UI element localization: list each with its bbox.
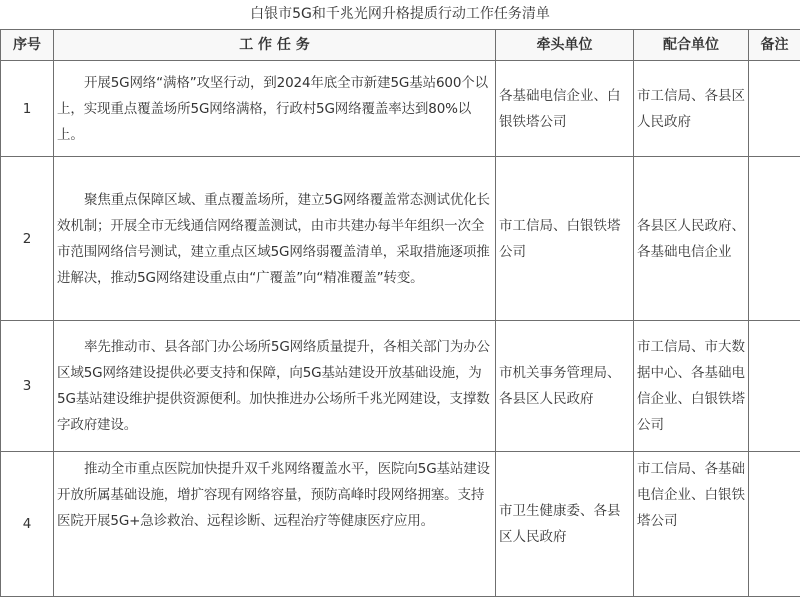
row-note	[749, 61, 800, 157]
row-lead-unit: 市机关事务管理局、各县区人民政府	[496, 321, 634, 452]
row-task: 聚焦重点保障区域、重点覆盖场所，建立5G网络覆盖常态测试优化长效机制；开展全市无线通信网络覆盖测试，由市共建办每半年组织一次全市范围网络信号测试，建立重点区域5G网络弱覆盖清单，采取措施逐项推进解决，推动5G网络建设重点由“广覆盖”向“精准覆盖”转变。	[54, 157, 496, 321]
header-coop-unit: 配合单位	[634, 30, 749, 61]
table-row	[1, 321, 800, 452]
row-coop-unit: 市工信局、各基础电信企业、白银铁塔公司	[634, 452, 749, 597]
header-note: 备注	[749, 30, 800, 61]
row-task: 率先推动市、县各部门办公场所5G网络质量提升，各相关部门为办公区域5G网络建设提供必要支持和保障，向5G基站建设开放基础设施，为5G基站建设维护提供资源便利。加快推进办公场所千兆光网建设，支撑数字政府建设。	[54, 321, 496, 452]
row-seq: 4	[1, 452, 54, 597]
row-lead-unit: 市工信局、白银铁塔公司	[496, 157, 634, 321]
row-note	[749, 452, 800, 597]
row-coop-unit: 各县区人民政府、各基础电信企业	[634, 157, 749, 321]
row-task: 开展5G网络“满格”攻坚行动，到2024年底全市新建5G基站600个以上，实现重点覆盖场所5G网络满格，行政村5G网络覆盖率达到80%以上。	[54, 61, 496, 157]
table-header-row	[1, 30, 800, 61]
row-note	[749, 157, 800, 321]
task-table	[0, 29, 800, 597]
row-seq: 1	[1, 61, 54, 157]
table-row	[1, 61, 800, 157]
row-task: 推动全市重点医院加快提升双千兆网络覆盖水平，医院向5G基站建设开放所属基础设施，增扩容现有网络容量，预防高峰时段网络拥塞。支持医院开展5G+急诊救治、远程诊断、远程治疗等健康医疗应用。	[54, 452, 496, 597]
row-coop-unit: 市工信局、市大数据中心、各基础电信企业、白银铁塔公司	[634, 321, 749, 452]
row-seq: 2	[1, 157, 54, 321]
table-row	[1, 452, 800, 597]
header-lead-unit: 牵头单位	[496, 30, 634, 61]
row-coop-unit: 市工信局、各县区人民政府	[634, 61, 749, 157]
table-row	[1, 157, 800, 321]
document-title: 白银市5G和千兆光网升格提质行动工作任务清单	[0, 0, 800, 29]
row-seq: 3	[1, 321, 54, 452]
header-task: 工 作 任 务	[54, 30, 496, 61]
row-note	[749, 321, 800, 452]
header-seq: 序号	[1, 30, 54, 61]
row-lead-unit: 市卫生健康委、各县区人民政府	[496, 452, 634, 597]
row-lead-unit: 各基础电信企业、白银铁塔公司	[496, 61, 634, 157]
